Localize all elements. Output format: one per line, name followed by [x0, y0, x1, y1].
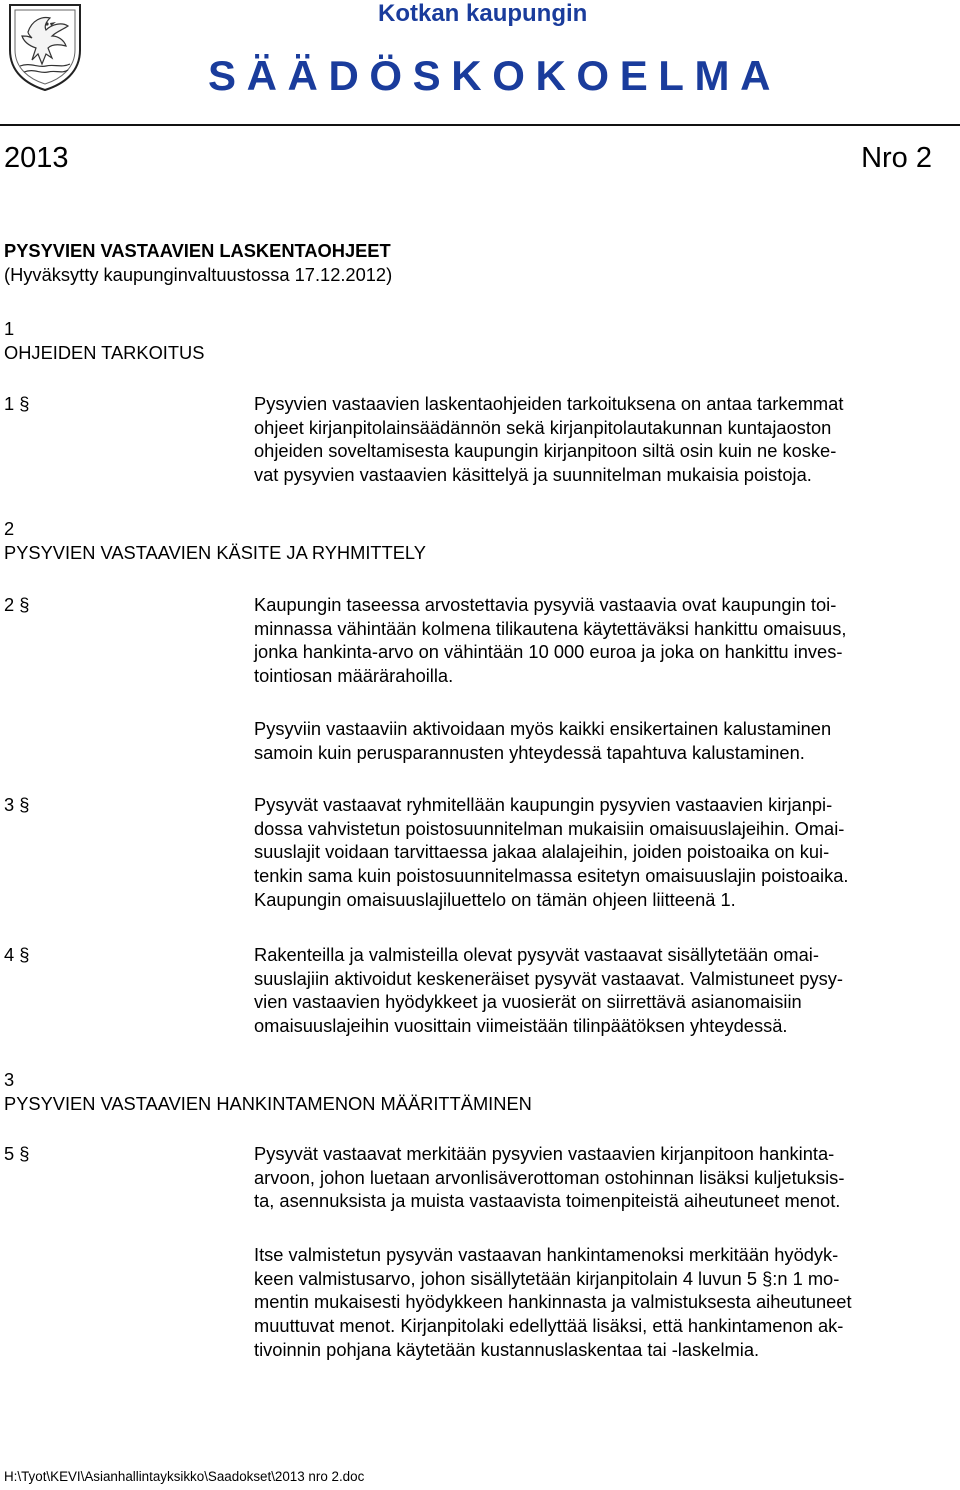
text-line: Itse valmistetun pysyvän vastaavan hankintamenoksi merkitään hyödyk- [254, 1244, 839, 1265]
section-number: 3 [4, 1069, 15, 1090]
text-line: mentin mukaisesti hyödykkeen hankinnasta ja valmistuksesta aiheutuneet [254, 1291, 852, 1313]
document-subtitle: (Hyväksytty kaupunginvaltuustossa 17.12.2012) [4, 264, 393, 285]
text-line: tointiosan määrärahoilla. [254, 665, 454, 687]
text-line: keen valmistusarvo, johon sisällytetään kirjanpitolain 4 luvun 5 §:n 1 mo- [254, 1267, 840, 1289]
section-number: 1 [4, 318, 15, 339]
paragraph-text [254, 392, 960, 487]
text-line: arvoon, johon luetaan arvonlisäverottoman ostohinnan lisäksi kuljetuksis- [254, 1166, 845, 1188]
coat-of-arms-icon [6, 2, 84, 92]
paragraph-text [254, 1142, 960, 1213]
text-line: Kaupungin taseessa arvostettavia pysyviä vastaavia ovat kaupungin toi- [254, 594, 837, 615]
text-line: Kaupungin omaisuuslajiluettelo on tämän ohjeen liitteenä 1. [254, 888, 736, 910]
text-line: samoin kuin perusparannusten yhteydessä tapahtuva kalustaminen. [254, 741, 805, 763]
paragraph-number: 2 § [4, 594, 30, 615]
file-path-footer: H:\Tyot\KEVI\Asianhallintayksikko\Saadokset\2013 nro 2.doc [4, 1469, 365, 1484]
paragraph-text [254, 793, 960, 912]
text-line: muuttuvat menot. Kirjanpitolaki edellyttää lisäksi, että hankintamenon ak- [254, 1315, 844, 1337]
paragraph-number: 3 § [4, 794, 30, 815]
text-line: omaisuuslajeihin vuosittain viimeistään tilinpäätöksen yhteydessä. [254, 1015, 788, 1037]
city-name: Kotkan kaupungin [378, 0, 588, 27]
text-line: minnassa vähintään kolmena tilikautena käytettäväksi hankittu omaisuus, [254, 617, 847, 639]
issue-number: Nro 2 [861, 142, 932, 174]
section-title: PYSYVIEN VASTAAVIEN HANKINTAMENON MÄÄRITTÄMINEN [4, 1093, 532, 1114]
text-line: ta, asennuksista ja muista vastaavista toimenpiteistä aiheutuneet menot. [254, 1190, 841, 1212]
text-line: vat pysyvien vastaavien käsittelyä ja suunnitelman mukaisia poistoja. [254, 464, 812, 486]
text-line: tenkin sama kuin poistosuunnitelmassa esitetyn omaisuuslajin poistoaika. [254, 865, 849, 887]
issue-year: 2013 [4, 142, 69, 174]
header-divider [0, 124, 960, 126]
paragraph-text [254, 593, 960, 688]
text-line: vien vastaavien hyödykkeet ja vuosierät on siirrettävä asianomaisiin [254, 991, 802, 1013]
section-title: PYSYVIEN VASTAAVIEN KÄSITE JA RYHMITTELY [4, 542, 426, 563]
collection-title: SÄÄDÖSKOKOELMA [208, 52, 782, 99]
text-line: Pysyviin vastaaviin aktivoidaan myös kaikki ensikertainen kalustaminen [254, 718, 832, 739]
paragraph-number: 4 § [4, 944, 30, 965]
text-line: tivoinnin pohjana käytetään kustannuslaskentaa tai -laskelmia. [254, 1338, 760, 1360]
text-line: jonka hankinta-arvo on vähintään 10 000 euroa ja joka on hankittu inves- [254, 641, 843, 663]
text-line: Rakenteilla ja valmisteilla olevat pysyvät vastaavat sisällytetään omai- [254, 944, 819, 965]
paragraph-text [254, 943, 960, 1038]
paragraph-text [254, 1243, 960, 1362]
text-line: suuslajiin aktivoidut keskeneräiset pysyvät vastaavat. Valmistuneet pysy- [254, 967, 843, 989]
text-line: Pysyvät vastaavat ryhmitellään kaupungin pysyvien vastaavien kirjanpi- [254, 794, 833, 815]
text-line: ohjeiden soveltamisesta kaupungin kirjanpitoon siltä osin kuin ne koske- [254, 440, 837, 462]
paragraph-number: 5 § [4, 1143, 30, 1164]
document-title: PYSYVIEN VASTAAVIEN LASKENTAOHJEET [4, 240, 391, 261]
text-line: Pysyvät vastaavat merkitään pysyvien vastaavien kirjanpitoon hankinta- [254, 1143, 835, 1164]
text-line: Pysyvien vastaavien laskentaohjeiden tarkoituksena on antaa tarkemmat [254, 393, 844, 414]
text-line: dossa vahvistetun poistosuunnitelman mukaisiin omaisuuslajeihin. Omai- [254, 817, 845, 839]
text-line: suuslajit voidaan tarvittaessa jakaa alalajeihin, joiden poistoaika on kui- [254, 841, 830, 863]
section-title: OHJEIDEN TARKOITUS [4, 342, 205, 363]
text-line: ohjeet kirjanpitolainsäädännön sekä kirjanpitolautakunnan kuntajaoston [254, 416, 832, 438]
paragraph-number: 1 § [4, 393, 30, 414]
section-number: 2 [4, 518, 15, 539]
paragraph-text [254, 717, 960, 764]
